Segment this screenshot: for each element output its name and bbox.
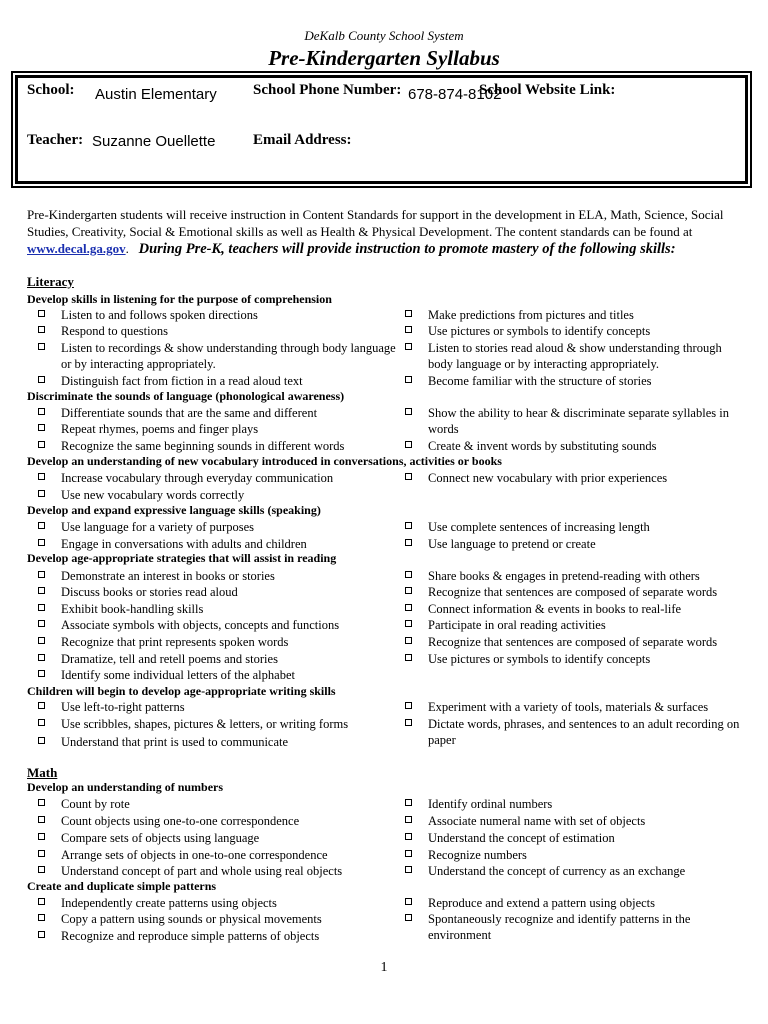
- checklist-item: [405, 895, 745, 911]
- checkbox-icon: [405, 571, 412, 578]
- checklist-item-text: Count objects using one-to-one correspondence: [61, 814, 300, 828]
- checklist-item: [405, 830, 745, 846]
- checklist-item-text: Connect new vocabulary with prior experiences: [428, 471, 668, 485]
- checkbox-icon: [38, 441, 45, 448]
- checklist-item: [405, 813, 745, 829]
- checkbox-icon: [38, 898, 45, 905]
- checklist-item: [38, 405, 398, 421]
- checklist-item: [405, 634, 745, 650]
- checklist-item-text: Understand the concept of estimation: [428, 831, 615, 845]
- checklist-item-text: Use new vocabulary words correctly: [61, 488, 245, 502]
- teacher-value: Suzanne Ouellette: [92, 133, 216, 150]
- checklist-item: [405, 847, 745, 863]
- checklist-item: [38, 928, 398, 944]
- checkbox-icon: [405, 914, 412, 921]
- checklist-item: [38, 307, 398, 323]
- checklist-item: [38, 487, 398, 503]
- checklist-item: [405, 340, 745, 372]
- math-g2-heading: Create and duplicate simple patterns: [27, 879, 217, 893]
- checkbox-icon: [38, 799, 45, 806]
- checkbox-icon: [405, 376, 412, 383]
- math-g1-heading: Develop an understanding of numbers: [27, 780, 224, 794]
- checkbox-icon: [38, 719, 45, 726]
- checklist-item-text: Reproduce and extend a pattern using objects: [428, 896, 656, 910]
- checkbox-icon: [405, 310, 412, 317]
- checklist-item-text: Recognize that print represents spoken words: [61, 635, 289, 649]
- checklist-item-text: Increase vocabulary through everyday communication: [61, 471, 334, 485]
- checkbox-icon: [405, 654, 412, 661]
- checklist-item-text: Experiment with a variety of tools, materials & surfaces: [428, 700, 709, 714]
- checklist-item: [38, 634, 398, 650]
- checklist-item: [38, 734, 398, 750]
- checklist-item: [38, 716, 398, 732]
- literacy-g4-heading: Develop and expand expressive language skills (speaking): [27, 503, 321, 517]
- checkbox-icon: [38, 522, 45, 529]
- checklist-item-text: Exhibit book-handling skills: [61, 602, 204, 616]
- checklist-item: [38, 519, 398, 535]
- checklist-item-text: Engage in conversations with adults and children: [61, 537, 307, 551]
- checkbox-icon: [405, 473, 412, 480]
- checklist-item-text: Understand concept of part and whole using real objects: [61, 864, 343, 878]
- checklist-item: [405, 699, 745, 715]
- checklist-item-text: Respond to questions: [61, 324, 168, 338]
- checkbox-icon: [38, 850, 45, 857]
- checklist-item: [38, 796, 398, 812]
- checklist-item-text: Use language to pretend or create: [428, 537, 596, 551]
- checklist-item-text: Make predictions from pictures and titles: [428, 308, 634, 322]
- checkbox-icon: [38, 931, 45, 938]
- checklist-item: [38, 568, 398, 584]
- literacy-g1-heading: Develop skills in listening for the purpose of comprehension: [27, 292, 332, 306]
- checklist-item: [38, 601, 398, 617]
- checkbox-icon: [405, 408, 412, 415]
- checklist-item: [405, 323, 745, 339]
- checkbox-icon: [38, 702, 45, 709]
- checklist-item-text: Spontaneously recognize and identify patterns in the environment: [428, 912, 691, 942]
- checklist-item: [405, 438, 745, 454]
- teacher-label: Teacher:: [27, 132, 84, 148]
- district-name: DeKalb County School System: [304, 28, 464, 43]
- checklist-item-text: Understand the concept of currency as an exchange: [428, 864, 686, 878]
- checkbox-icon: [405, 799, 412, 806]
- checkbox-icon: [405, 587, 412, 594]
- checkbox-icon: [38, 637, 45, 644]
- literacy-g5-heading: Develop age-appropriate strategies that will assist in reading: [27, 551, 337, 565]
- checklist-item-text: Listen to stories read aloud & show understanding through body language or by interacting appropriately.: [428, 341, 722, 371]
- checkbox-icon: [38, 654, 45, 661]
- checklist-item-text: Create & invent words by substituting sounds: [428, 439, 657, 453]
- checkbox-icon: [405, 604, 412, 611]
- checklist-item: [38, 863, 398, 879]
- literacy-g3-heading: Develop an understanding of new vocabulary introduced in conversations, activities or books: [27, 454, 502, 468]
- intro-emphasis: During Pre-K, teachers will provide instruction to promote mastery of the following skills:: [138, 241, 676, 257]
- checklist-item: [38, 470, 398, 486]
- decal-link[interactable]: www.decal.ga.gov: [27, 241, 126, 256]
- checkbox-icon: [38, 816, 45, 823]
- checkbox-icon: [38, 326, 45, 333]
- checklist-item-text: Recognize that sentences are composed of separate words: [428, 635, 718, 649]
- checkbox-icon: [38, 914, 45, 921]
- checklist-item: [405, 651, 745, 667]
- phone-value: 678-874-8102: [408, 86, 502, 103]
- checklist-item-text: Arrange sets of objects in one-to-one correspondence: [61, 848, 328, 862]
- checklist-item: [38, 830, 398, 846]
- checkbox-icon: [38, 408, 45, 415]
- checklist-item-text: Listen to recordings & show understanding through body language or by interacting appropriately.: [61, 341, 396, 371]
- checklist-item: [405, 373, 745, 389]
- checklist-item-text: Copy a pattern using sounds or physical movements: [61, 912, 322, 926]
- checklist-item: [38, 895, 398, 911]
- checklist-item-text: Independently create patterns using objects: [61, 896, 277, 910]
- checkbox-icon: [405, 898, 412, 905]
- checkbox-icon: [405, 326, 412, 333]
- checklist-item-text: Use complete sentences of increasing length: [428, 520, 650, 534]
- checklist-item-text: Use left-to-right patterns: [61, 700, 185, 714]
- checklist-item: [405, 911, 745, 943]
- checklist-item: [405, 519, 745, 535]
- checkbox-icon: [405, 702, 412, 709]
- literacy-g6-heading: Children will begin to develop age-appropriate writing skills: [27, 684, 336, 698]
- checklist-item: [38, 667, 398, 683]
- checklist-item: [38, 438, 398, 454]
- intro-text: Pre-Kindergarten students will receive instruction in Content Standards for support in the development in ELA, Math, Science, Social Studies, Creativity, Social & Emotional skills as well as Health & Physical Development. The content standards can be found at: [27, 207, 724, 239]
- checklist-item: [38, 536, 398, 552]
- checklist-item: [38, 847, 398, 863]
- checklist-item: [405, 536, 745, 552]
- checkbox-icon: [38, 571, 45, 578]
- intro-period: .: [125, 241, 129, 256]
- checkbox-icon: [38, 670, 45, 677]
- checkbox-icon: [405, 539, 412, 546]
- page-number: 1: [380, 960, 388, 975]
- literacy-g2-heading: Discriminate the sounds of language (phonological awareness): [27, 389, 345, 403]
- checklist-item-text: Use scribbles, shapes, pictures & letters, or writing forms: [61, 717, 349, 731]
- checklist-item-text: Associate symbols with objects, concepts and functions: [61, 618, 340, 632]
- website-label: School Website Link:: [479, 82, 616, 98]
- checklist-item: [405, 405, 745, 437]
- checklist-item: [405, 307, 745, 323]
- checklist-item-text: Dictate words, phrases, and sentences to an adult recording on paper: [428, 717, 740, 747]
- checkbox-icon: [38, 737, 45, 744]
- checklist-item: [38, 813, 398, 829]
- checkbox-icon: [38, 376, 45, 383]
- checkbox-icon: [405, 816, 412, 823]
- checklist-item-text: Recognize the same beginning sounds in different words: [61, 439, 345, 453]
- checklist-item: [405, 470, 745, 486]
- checkbox-icon: [38, 424, 45, 431]
- checklist-item-text: Associate numeral name with set of objects: [428, 814, 646, 828]
- checkbox-icon: [38, 343, 45, 350]
- school-label: School:: [27, 82, 75, 98]
- checklist-item: [38, 421, 398, 437]
- intro-paragraph: [27, 206, 743, 258]
- checklist-item: [38, 617, 398, 633]
- checklist-item: [38, 699, 398, 715]
- checkbox-icon: [405, 833, 412, 840]
- checklist-item-text: Recognize that sentences are composed of separate words: [428, 585, 718, 599]
- checklist-item-text: Identify ordinal numbers: [428, 797, 553, 811]
- checklist-item: [405, 716, 745, 748]
- checklist-item-text: Recognize and reproduce simple patterns of objects: [61, 929, 320, 943]
- checkbox-icon: [38, 620, 45, 627]
- phone-label: School Phone Number:: [253, 82, 402, 98]
- checklist-item-text: Compare sets of objects using language: [61, 831, 260, 845]
- checklist-item-text: Discuss books or stories read aloud: [61, 585, 238, 599]
- checklist-item-text: Participate in oral reading activities: [428, 618, 606, 632]
- checkbox-icon: [38, 310, 45, 317]
- checklist-item-text: Count by rote: [61, 797, 130, 811]
- checklist-item-text: Use language for a variety of purposes: [61, 520, 254, 534]
- checklist-item: [405, 568, 745, 584]
- checklist-item-text: Repeat rhymes, poems and finger plays: [61, 422, 259, 436]
- checkbox-icon: [405, 522, 412, 529]
- checklist-item-text: Dramatize, tell and retell poems and stories: [61, 652, 278, 666]
- checkbox-icon: [38, 539, 45, 546]
- checkbox-icon: [405, 637, 412, 644]
- checkbox-icon: [405, 866, 412, 873]
- checklist-item: [405, 617, 745, 633]
- checkbox-icon: [405, 850, 412, 857]
- checkbox-icon: [405, 343, 412, 350]
- checklist-item-text: Demonstrate an interest in books or stories: [61, 569, 275, 583]
- checklist-item: [405, 584, 745, 600]
- literacy-section-title: Literacy: [27, 274, 74, 289]
- checklist-item: [405, 863, 745, 879]
- checklist-item: [405, 796, 745, 812]
- checkbox-icon: [38, 604, 45, 611]
- checkbox-icon: [38, 833, 45, 840]
- checkbox-icon: [38, 473, 45, 480]
- checklist-item: [38, 323, 398, 339]
- checkbox-icon: [405, 441, 412, 448]
- checklist-item-text: Connect information & events in books to real-life: [428, 602, 682, 616]
- checklist-item: [38, 373, 398, 389]
- checklist-item-text: Distinguish fact from fiction in a read aloud text: [61, 374, 303, 388]
- checkbox-icon: [405, 620, 412, 627]
- checklist-item-text: Identify some individual letters of the alphabet: [61, 668, 295, 682]
- checklist-item-text: Become familiar with the structure of stories: [428, 374, 652, 388]
- checklist-item-text: Show the ability to hear & discriminate separate syllables in words: [428, 406, 729, 436]
- checklist-item: [38, 340, 398, 372]
- checklist-item: [38, 651, 398, 667]
- checkbox-icon: [405, 719, 412, 726]
- checkbox-icon: [38, 490, 45, 497]
- checklist-item: [38, 911, 398, 927]
- checkbox-icon: [38, 587, 45, 594]
- checklist-item-text: Share books & engages in pretend-reading with others: [428, 569, 700, 583]
- checklist-item-text: Understand that print is used to communicate: [61, 735, 289, 749]
- checklist-item-text: Recognize numbers: [428, 848, 527, 862]
- math-section-title: Math: [27, 765, 58, 780]
- checklist-item: [38, 584, 398, 600]
- checklist-item-text: Use pictures or symbols to identify concepts: [428, 324, 651, 338]
- checklist-item-text: Use pictures or symbols to identify concepts: [428, 652, 651, 666]
- checklist-item: [405, 601, 745, 617]
- page-title: Pre-Kindergarten Syllabus: [268, 46, 500, 70]
- checkbox-icon: [38, 866, 45, 873]
- school-value: Austin Elementary: [95, 86, 217, 103]
- email-label: Email Address:: [253, 132, 352, 148]
- checklist-item-text: Differentiate sounds that are the same and different: [61, 406, 318, 420]
- checklist-item-text: Listen to and follows spoken directions: [61, 308, 258, 322]
